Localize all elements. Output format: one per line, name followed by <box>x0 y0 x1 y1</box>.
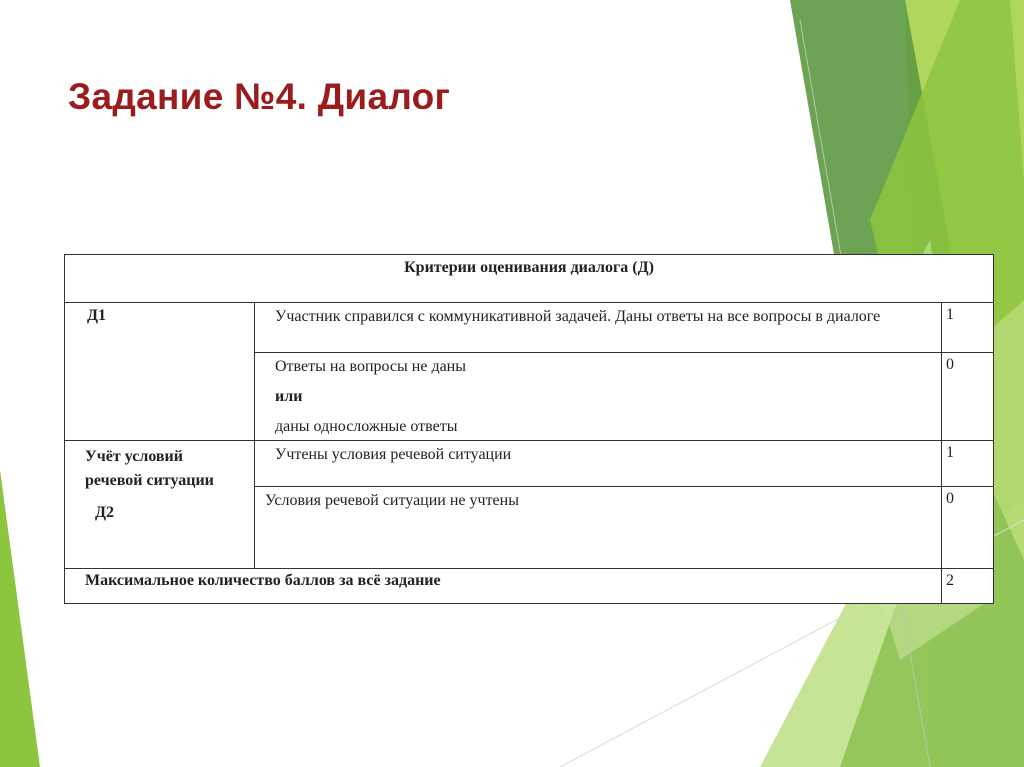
d1-row1-score: 1 <box>942 303 994 353</box>
page-title: Задание №4. Диалог <box>68 76 451 117</box>
criterion-d2-label <box>65 441 255 569</box>
d2-row2-text: Условия речевой ситуации не учтены <box>255 487 942 569</box>
d2-row1-score: 1 <box>942 441 994 487</box>
d1-row2-score: 0 <box>942 353 994 441</box>
d2-row2-score: 0 <box>942 487 994 569</box>
d1-code: Д1 <box>87 307 107 324</box>
ribbon-left <box>0 470 40 767</box>
footer-text: Максимальное количество баллов за всё задание <box>65 569 942 604</box>
d1-row2-line1: Ответы на вопросы не даны <box>275 358 466 375</box>
criterion-d1-label <box>65 303 255 441</box>
d2-label-line2: речевой ситуации <box>85 472 214 489</box>
d2-row1-text: Учтены условия речевой ситуации <box>255 441 942 487</box>
footer-score: 2 <box>942 569 994 604</box>
d1-row1-text: Участник справился с коммуникативной задачей. Даны ответы на все вопросы в диалоге <box>255 303 942 353</box>
table-caption: Критерии оценивания диалога (Д) <box>65 255 994 303</box>
d2-code: Д2 <box>95 504 115 521</box>
d1-row2-or: или <box>275 388 303 405</box>
d1-row2-cell <box>255 353 942 441</box>
d1-row2-line2: даны односложные ответы <box>275 418 458 435</box>
criteria-table <box>64 254 994 604</box>
d2-label-line1: Учёт условий <box>85 448 183 465</box>
